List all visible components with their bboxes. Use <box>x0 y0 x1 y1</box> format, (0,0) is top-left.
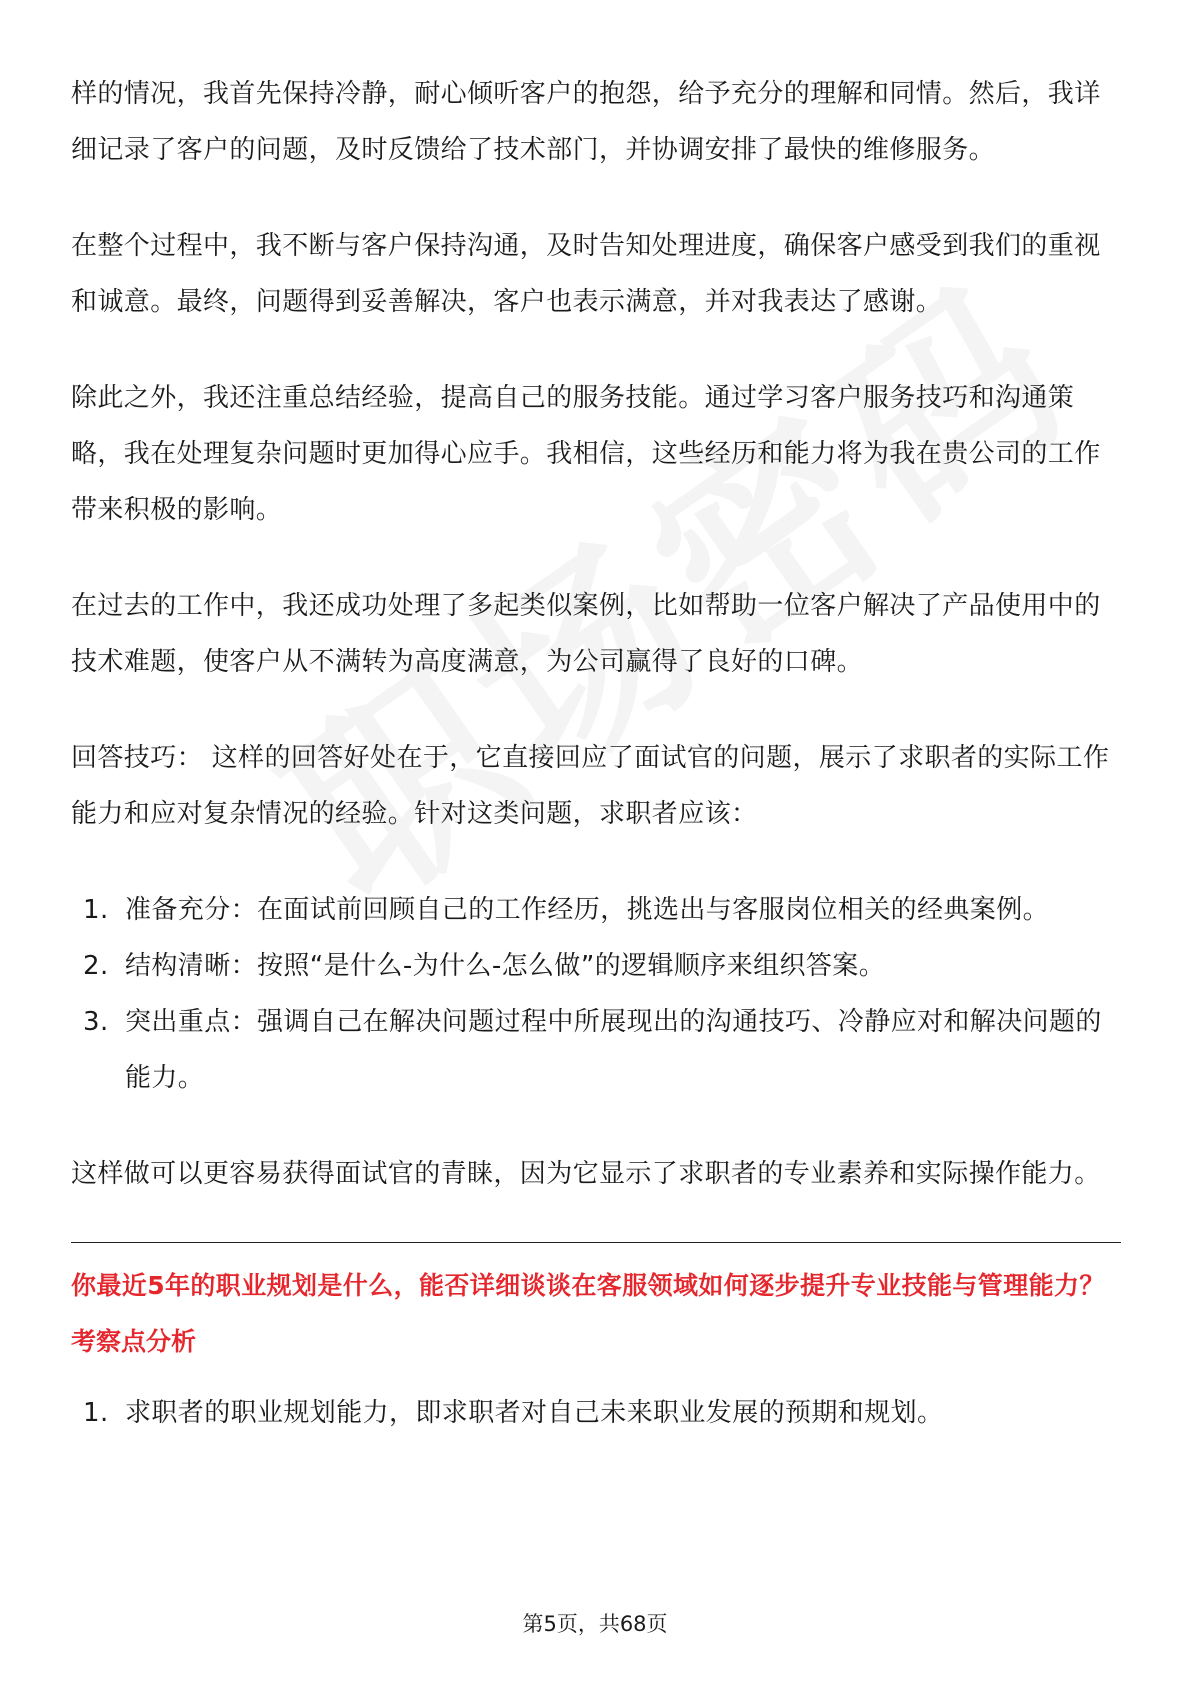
paragraph-4: 在过去的工作中，我还成功处理了多起类似案例，比如帮助一位客户解决了产品使用中的技术难题，使客户从不满转为高度满意，为公司赢得了良好的口碑。 <box>71 591 1101 677</box>
paragraph-1: 样的情况，我首先保持冷静，耐心倾听客户的抱怨，给予充分的理解和同情。然后，我详细记录了客户的问题，及时反馈给了技术部门，并协调安排了最快的维修服务。 <box>71 79 1101 165</box>
list-item-text: 突出重点：强调自己在解决问题过程中所展现出的沟通技巧、冷静应对和解决问题的能力。 <box>125 1007 1102 1093</box>
list-item <box>71 938 1121 994</box>
page-content <box>71 66 1121 1481</box>
page-number-footer: 第5页，共68页 <box>522 1612 668 1636</box>
list-item <box>71 994 1121 1106</box>
list-item-number: 2. <box>83 951 109 981</box>
list-item-text: 准备充分：在面试前回顾自己的工作经历，挑选出与客服岗位相关的经典案例。 <box>125 895 1050 925</box>
answer-tips-intro: 回答技巧： 这样的回答好处在于，它直接回应了面试官的问题，展示了求职者的实际工作能力和应对复杂情况的经验。针对这类问题，求职者应该： <box>71 743 1110 829</box>
closing-paragraph: 这样做可以更容易获得面试官的青睐，因为它显示了求职者的专业素养和实际操作能力。 <box>71 1159 1101 1189</box>
list-item <box>71 882 1121 938</box>
list-item-number: 3. <box>83 1007 109 1037</box>
paragraph-3: 除此之外，我还注重总结经验，提高自己的服务技能。通过学习客户服务技巧和沟通策略，我在处理复杂问题时更加得心应手。我相信，这些经历和能力将为我在贵公司的工作带来积极的影响。 <box>71 383 1101 525</box>
list-item <box>71 1385 1121 1441</box>
list-item-number: 1. <box>83 1398 109 1428</box>
list-item-text: 结构清晰：按照“是什么-为什么-怎么做”的逻辑顺序来组织答案。 <box>125 951 886 981</box>
section-divider <box>71 1242 1121 1243</box>
paragraph-2: 在整个过程中，我不断与客户保持沟通，及时告知处理进度，确保客户感受到我们的重视和诚意。最终，问题得到妥善解决，客户也表示满意，并对我表达了感谢。 <box>71 231 1101 317</box>
analysis-heading: 考察点分析 <box>71 1327 197 1356</box>
tips-list <box>71 882 1121 1106</box>
question-title: 你最近5年的职业规划是什么，能否详细谈谈在客服领域如何逐步提升专业技能与管理能力？ <box>71 1271 1105 1300</box>
list-item-number: 1. <box>83 895 109 925</box>
analysis-points-list <box>71 1385 1121 1441</box>
list-item-text: 求职者的职业规划能力，即求职者对自己未来职业发展的预期和规划。 <box>125 1398 944 1428</box>
